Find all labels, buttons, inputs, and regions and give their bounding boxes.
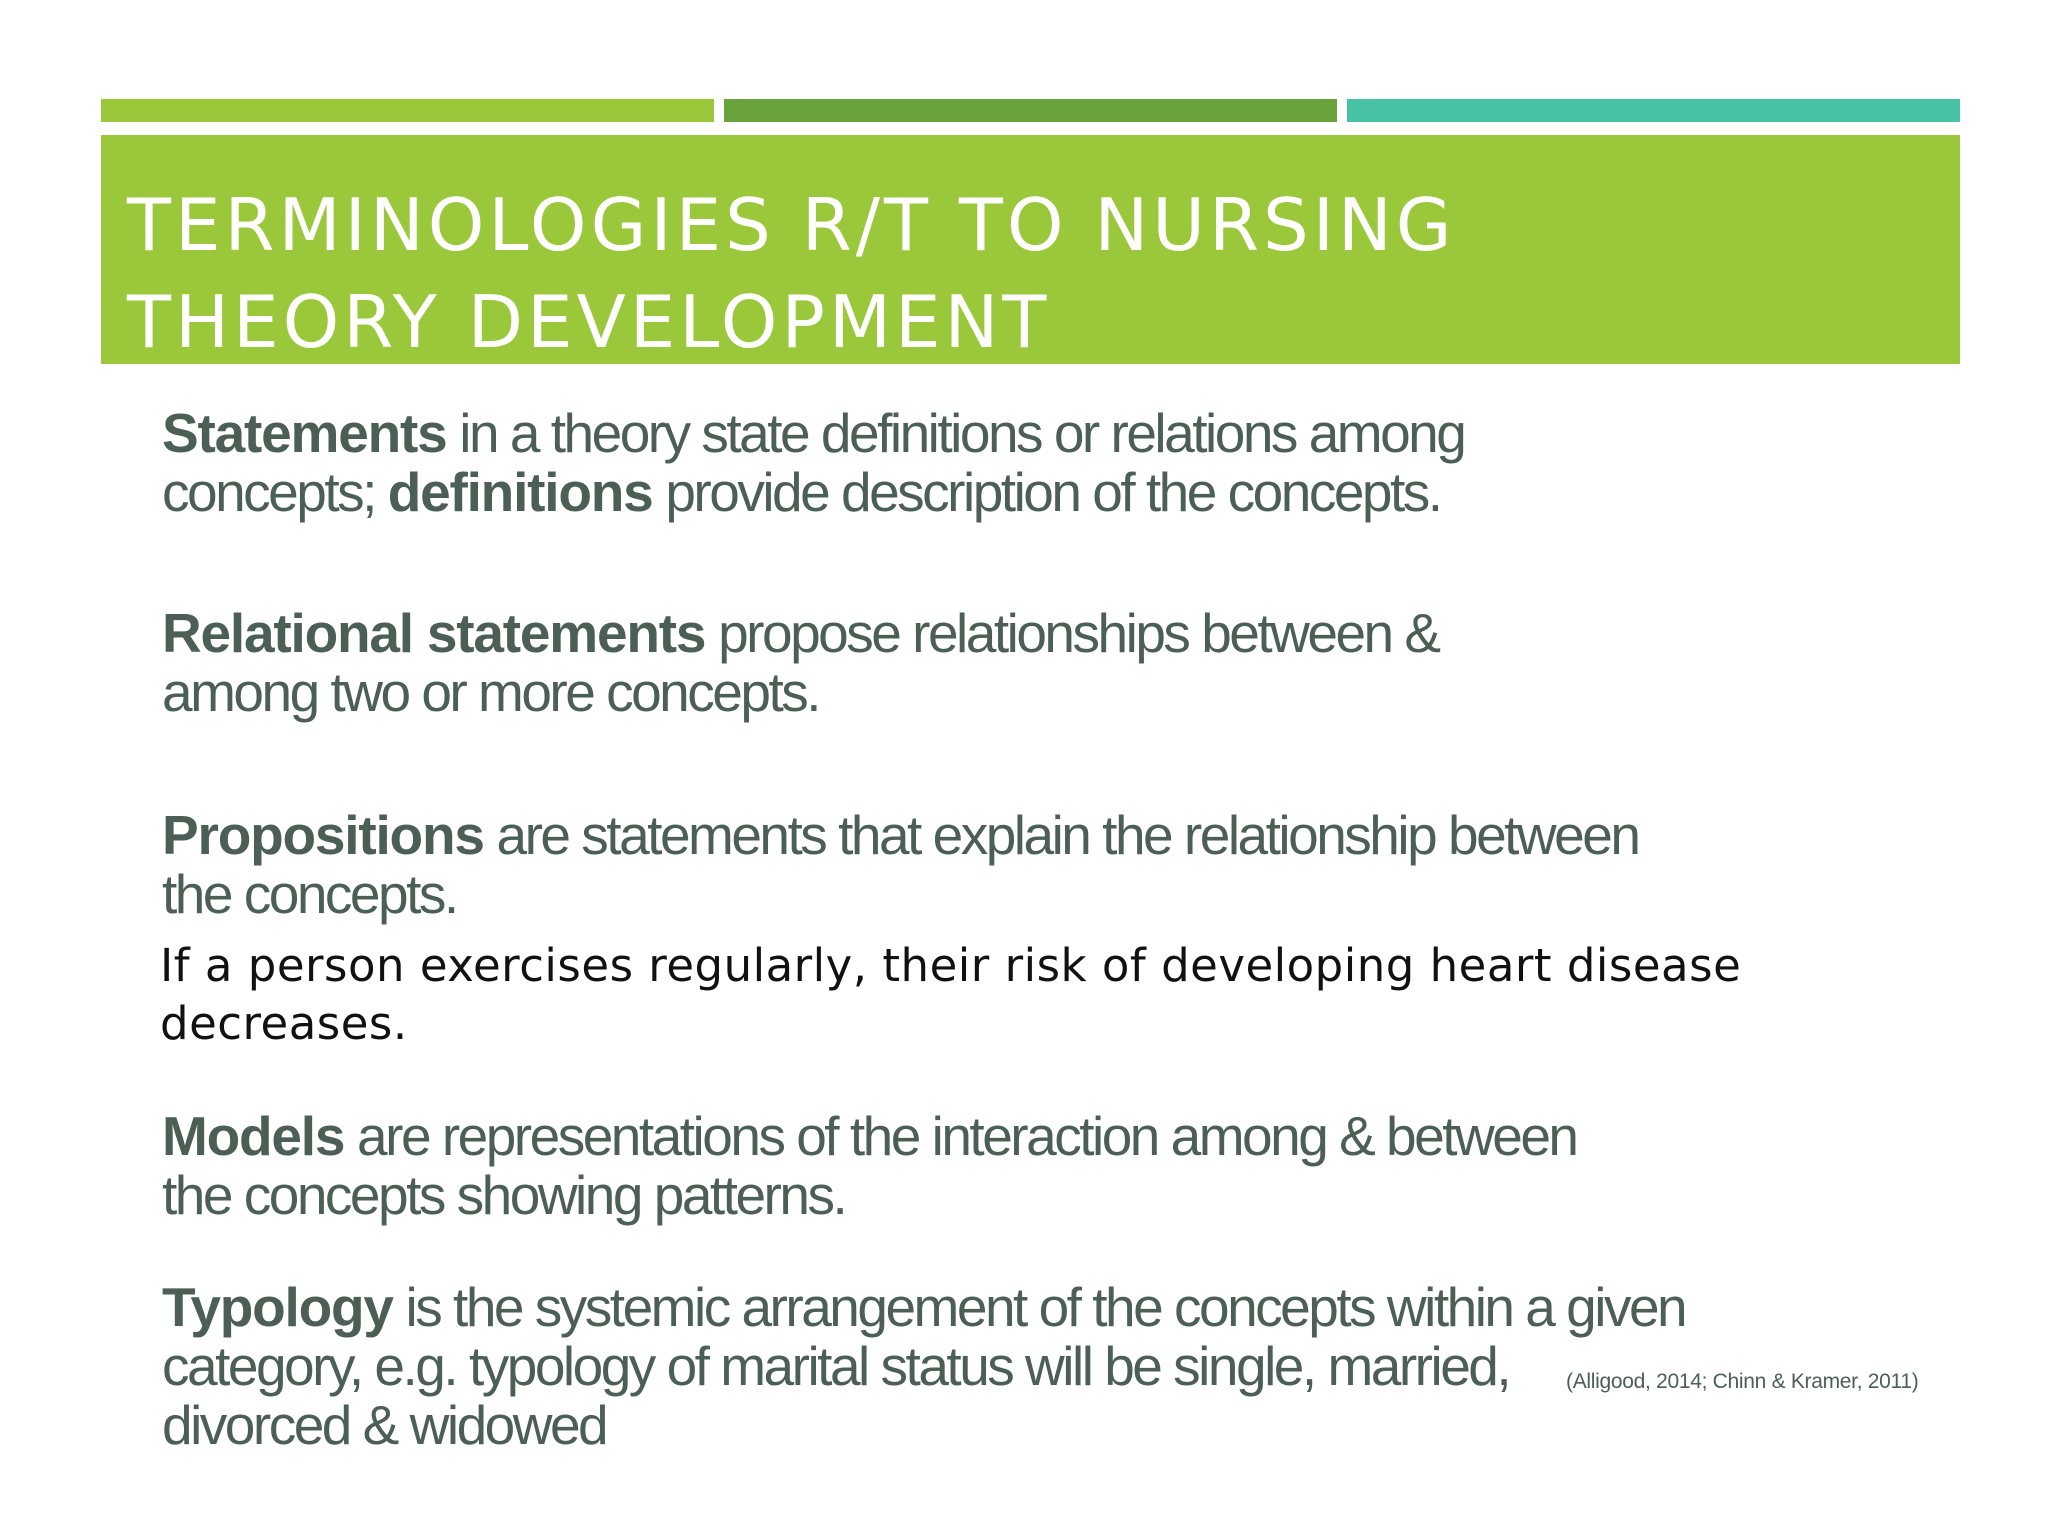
entry-typology-line-3: divorced & widowed	[162, 1394, 607, 1456]
proposition-example-line-1: If a person exercises regularly, their risk of developing heart disease	[160, 939, 1742, 992]
entry-propositions	[162, 806, 1638, 924]
term-statements: Statements	[162, 402, 447, 464]
accent-bar-dark-green	[724, 99, 1337, 122]
entry-relational-statements	[162, 604, 1439, 722]
term-models: Models	[162, 1105, 345, 1167]
entry-models-text-1: are representations of the interaction among & between	[344, 1105, 1577, 1167]
entry-statements-line-1	[162, 404, 1464, 463]
entry-typology-line-2: category, e.g. typology of marital status will be single, married,	[162, 1335, 1510, 1397]
slide-title-line-2: THEORY DEVELOPMENT	[127, 280, 1051, 364]
entry-statements-line2-post: provide description of the concepts.	[652, 461, 1441, 523]
entry-statements-text-1: in a theory state definitions or relations among	[446, 402, 1465, 464]
entry-models-line-2: the concepts showing patterns.	[162, 1164, 846, 1226]
entry-models-line-1	[162, 1107, 1577, 1166]
term-definitions: definitions	[387, 461, 653, 523]
citation: (Alligood, 2014; Chinn & Kramer, 2011)	[1566, 1370, 1919, 1393]
entry-relational-text-1: propose relationships between &	[705, 602, 1439, 664]
term-typology: Typology	[162, 1276, 393, 1338]
entry-statements-line2-pre: concepts;	[162, 461, 388, 523]
accent-bar-teal	[1347, 99, 1960, 122]
entry-typology-line-1	[162, 1278, 1685, 1337]
entry-typology	[162, 1278, 1685, 1455]
entry-relational-line-2: among two or more concepts.	[162, 661, 820, 723]
term-relational-statements: Relational statements	[162, 602, 706, 664]
entry-statements	[162, 404, 1464, 522]
proposition-example-line-2: decreases.	[160, 997, 408, 1050]
entry-statements-line-2	[162, 463, 1464, 522]
slide-title	[127, 177, 1527, 371]
slide-title-line-1: TERMINOLOGIES R/T TO NURSING	[127, 183, 1456, 267]
term-propositions: Propositions	[162, 804, 484, 866]
title-banner	[101, 135, 1960, 364]
entry-propositions-line-2: the concepts.	[162, 863, 457, 925]
entry-propositions-line-1	[162, 806, 1638, 865]
entry-propositions-text-1: are statements that explain the relationship between	[483, 804, 1639, 866]
entry-models	[162, 1107, 1577, 1225]
entry-relational-line-1	[162, 604, 1439, 663]
entry-typology-text-1: is the systemic arrangement of the concepts within a given	[392, 1276, 1686, 1338]
accent-bar-light-green	[101, 99, 714, 122]
proposition-example	[160, 937, 1741, 1053]
